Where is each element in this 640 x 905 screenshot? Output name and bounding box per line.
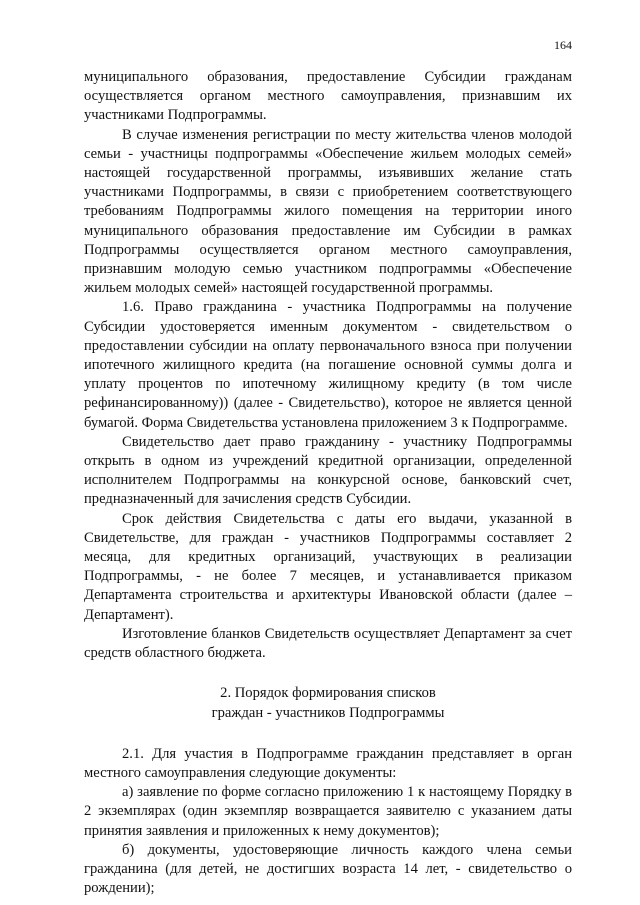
paragraph-1-6-certificate: 1.6. Право гражданина - участника Подпрограммы на получение Субсидии удостоверяется именным документом - свидетельством о предоставлении субсидии на оплату первоначального взноса при получении ипотечного жилищного кредита (на погашение основной суммы долга и уплату процентов по ипотечному жилищному кредиту (в том числе рефинансированному)) (далее - Свидетельство), которое не является ценной бумагой. Форма Свидетельства установлена приложением 3 к Подпрограмме. — [84, 299, 572, 431]
list-item-a-application: а) заявление по форме согласно приложению 1 к настоящему Порядку в 2 экземплярах (один экземпляр возвращается заявителю с указанием даты принятия заявления и приложенных к нему документов); — [84, 784, 572, 839]
paragraph-bank-account: Свидетельство дает право гражданину - участнику Подпрограммы открыть в одном из учреждений кредитной организации, определенной исполнителем Подпрограммы на конкурсной основе, банковский счет, предназначенный для зачисления средств Субсидии. — [84, 433, 572, 508]
paragraph-continuation: муниципального образования, предоставление Субсидии гражданам осуществляется органом местного самоуправления, признавшим их участниками Подпрограммы. — [84, 69, 572, 124]
section-heading-line-1: 2. Порядок формирования списков — [220, 685, 436, 702]
section-heading-line-2: граждан - участников Подпрограммы — [211, 704, 445, 721]
paragraph-validity-period: Срок действия Свидетельства с даты его выдачи, указанной в Свидетельстве, для граждан - участников Подпрограммы составляет 2 месяца, для кредитных организаций, участвующих в реализации Подпрограммы, - не более 7 месяцев, и устанавливается приказом Департамента строительства и архитектуры Ивановской области (далее – Департамент). — [84, 510, 572, 623]
paragraph-2-1-documents: 2.1. Для участия в Подпрограмме гражданин представляет в орган местного самоуправления следующие документы: — [84, 745, 572, 781]
paragraph-forms-production: Изготовление бланков Свидетельств осуществляет Департамент за счет средств областного бюджета. — [84, 625, 572, 662]
list-item-b-identity-documents: б) документы, удостоверяющие личность каждого члена семьи гражданина (для детей, не достигших возраста 14 лет, - свидетельство о рождении); — [84, 841, 572, 897]
page-number: 164 — [554, 38, 572, 52]
paragraph-registration-change: В случае изменения регистрации по месту жительства членов молодой семьи - участницы подпрограммы «Обеспечение жильем молодых семей» настоящей государственной программы, изъявивших желание стать участниками Подпрограммы, в связи с приобретением соответствующего требованиям Подпрограммы жилого помещения на территории иного муниципального образования предоставление им Субсидии в рамках Подпрограммы осуществляется органом местного самоуправления, признавшим молодую семью участником подпрограммы «Обеспечение жильем молодых семей» настоящей государственной программы. — [84, 126, 572, 297]
section-heading — [84, 684, 572, 722]
